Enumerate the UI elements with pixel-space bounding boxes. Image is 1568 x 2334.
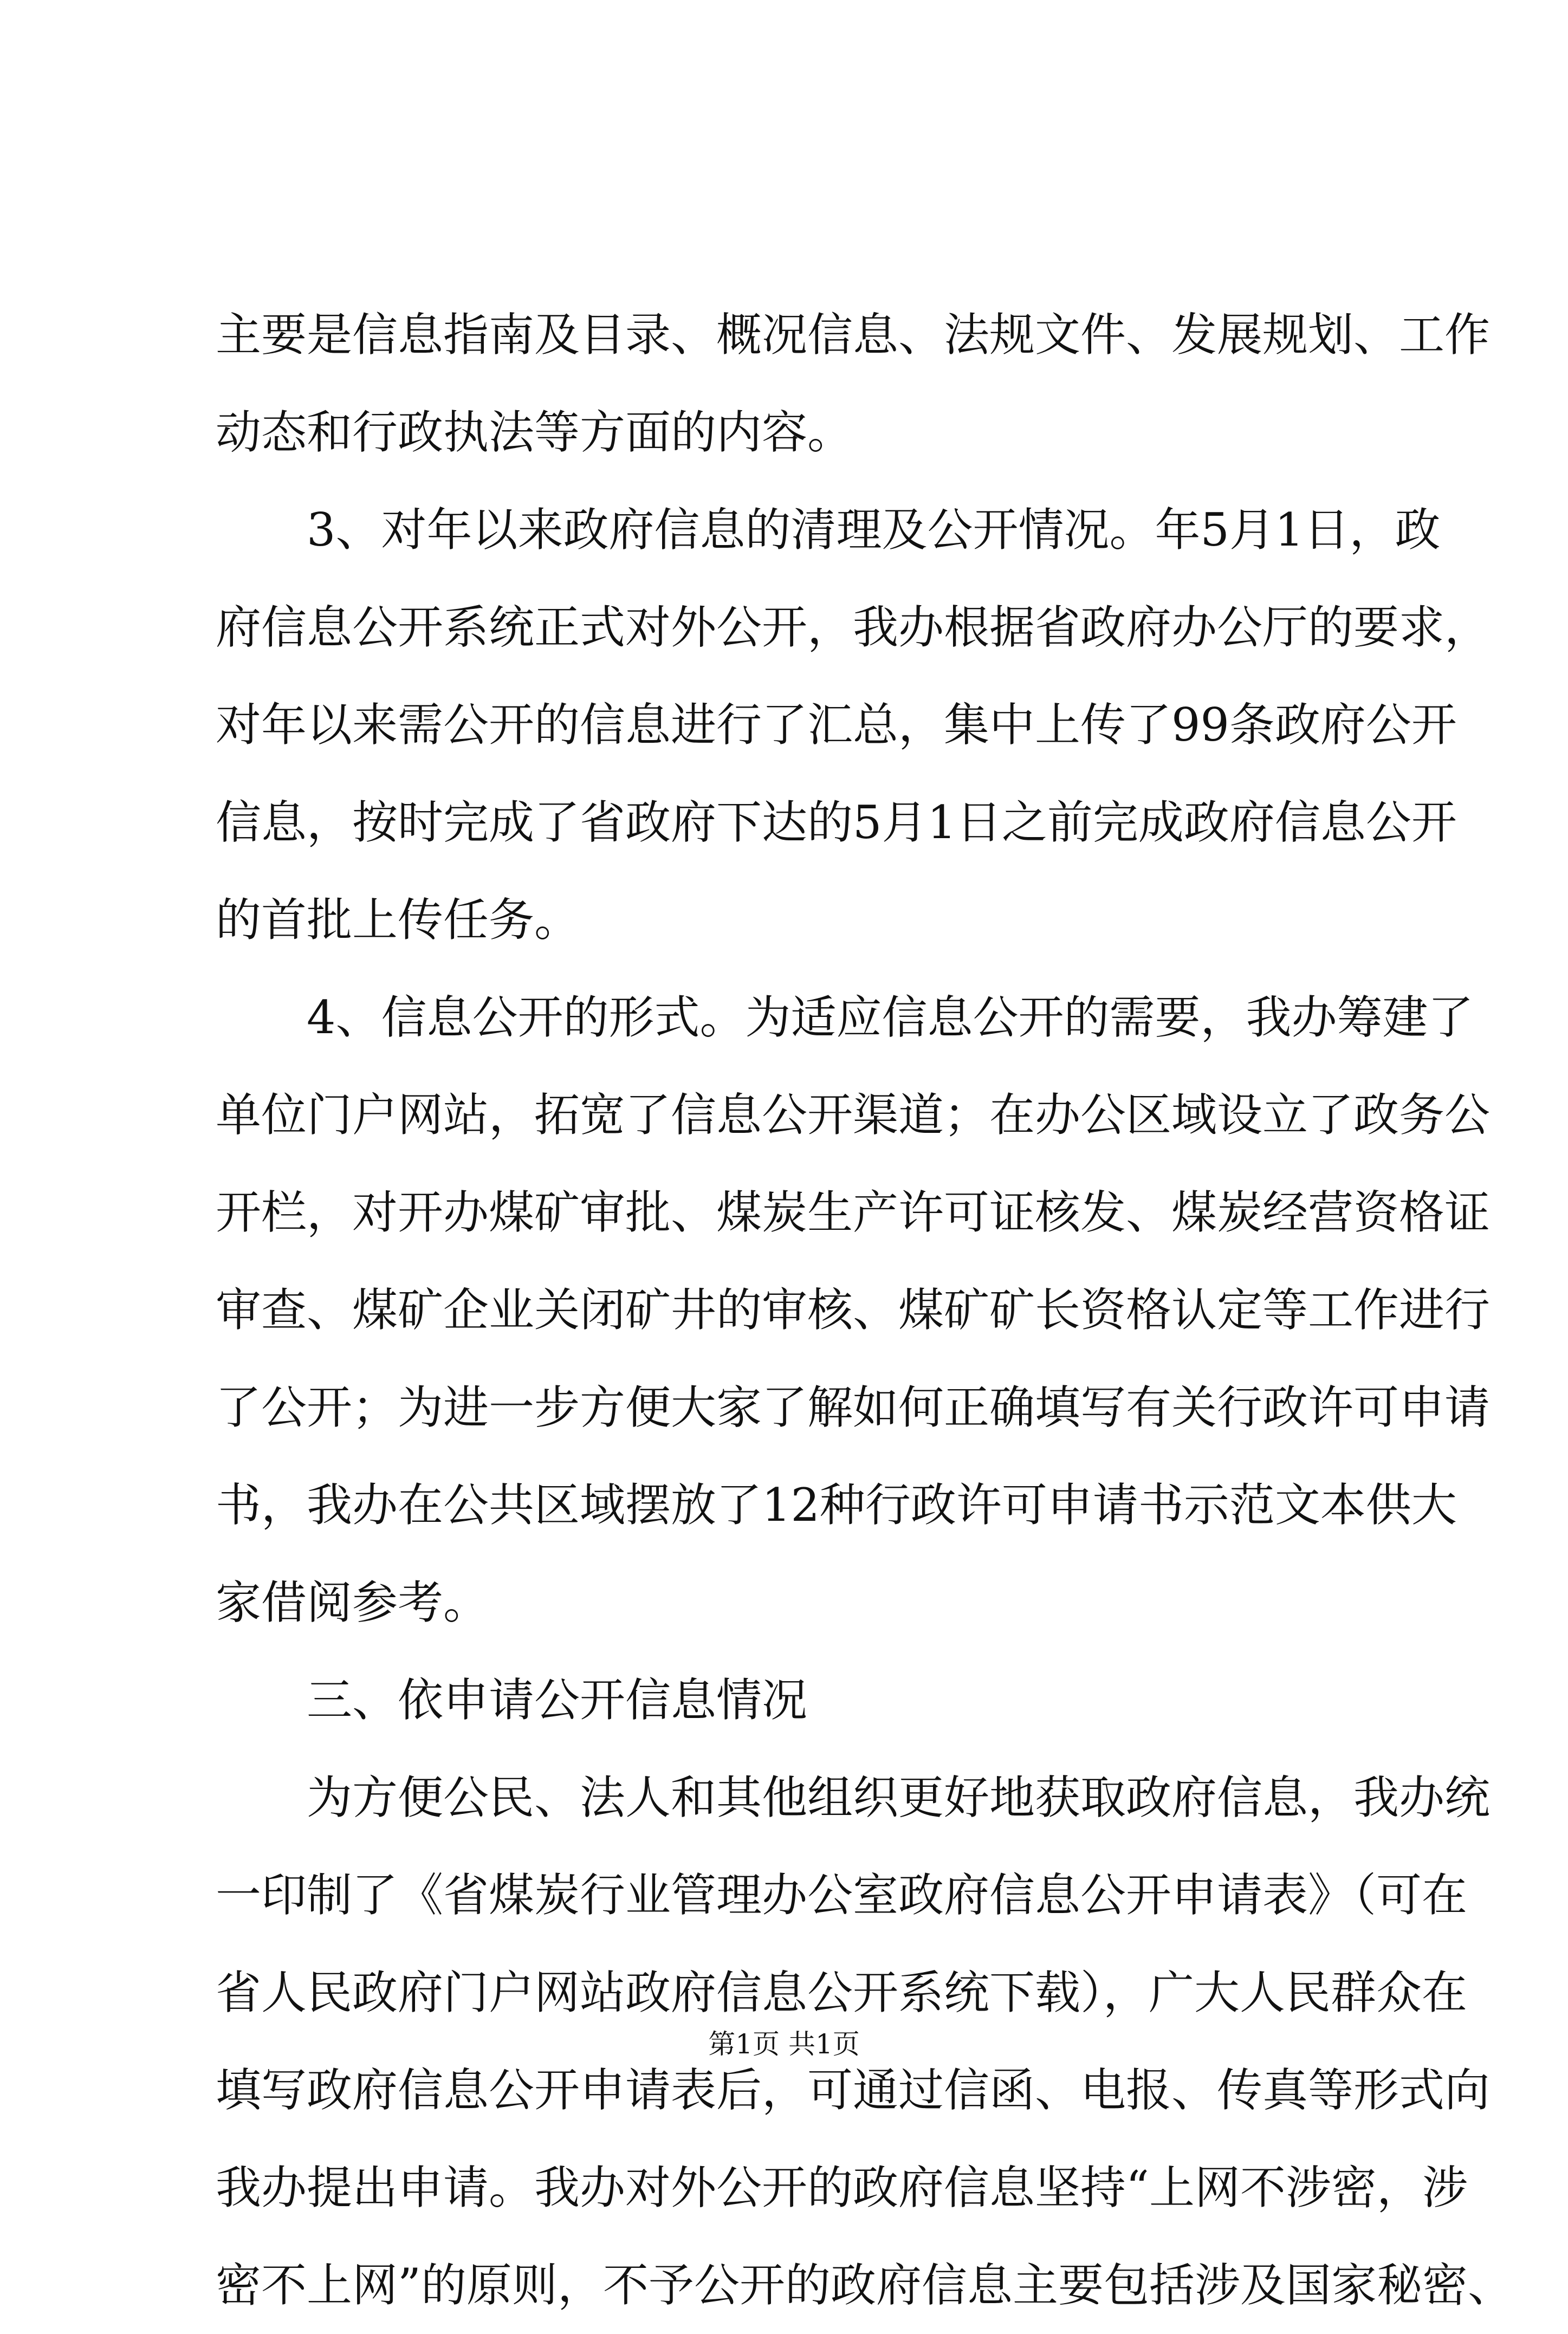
section-heading: 三、依申请公开信息情况 bbox=[307, 1674, 808, 1727]
text-line: 3、对年以来政府信息的清理及公开情况。年5月1日，政 bbox=[307, 503, 1441, 556]
text-line: 一印制了《省煤炭行业管理办公室政府信息公开申请表》（可在 bbox=[216, 1869, 1468, 1922]
text-line: 了公开；为进一步方便大家了解如何正确填写有关行政许可申请 bbox=[216, 1381, 1491, 1434]
text-line: 密不上网”的原则，不予公开的政府信息主要包括涉及国家秘密、 bbox=[216, 2259, 1513, 2312]
text-line: 主要是信息指南及目录、概况信息、法规文件、发展规划、工作 bbox=[216, 308, 1491, 361]
text-line: 单位门户网站，拓宽了信息公开渠道；在办公区域设立了政务公 bbox=[216, 1088, 1491, 1142]
text-line: 的首批上传任务。 bbox=[216, 893, 580, 946]
text-line: 动态和行政执法等方面的内容。 bbox=[216, 406, 853, 459]
text-line: 对年以来需公开的信息进行了汇总，集中上传了99条政府公开 bbox=[216, 698, 1457, 751]
text-line: 书，我办在公共区域摆放了12种行政许可申请书示范文本供大 bbox=[216, 1479, 1457, 1532]
text-line: 4、信息公开的形式。为适应信息公开的需要，我办筹建了 bbox=[307, 991, 1474, 1044]
text-line: 家借阅参考。 bbox=[216, 1576, 489, 1629]
text-line: 府信息公开系统正式对外公开，我办根据省政府办公厅的要求， bbox=[216, 601, 1491, 654]
text-line: 省人民政府门户网站政府信息公开系统下载），广大人民群众在 bbox=[216, 1966, 1468, 2019]
text-line: 信息，按时完成了省政府下达的5月1日之前完成政府信息公开 bbox=[216, 796, 1457, 849]
text-line: 开栏，对开办煤矿审批、煤炭生产许可证核发、煤炭经营资格证 bbox=[216, 1186, 1491, 1239]
text-line: 填写政府信息公开申请表后，可通过信函、电报、传真等形式向 bbox=[216, 2064, 1491, 2117]
text-line: 为方便公民、法人和其他组织更好地获取政府信息，我办统 bbox=[307, 1771, 1491, 1824]
text-line: 我办提出申请。我办对外公开的政府信息坚持“上网不涉密，涉 bbox=[216, 2161, 1468, 2214]
page-footer: 第1页 共1页 bbox=[708, 2028, 860, 2060]
text-line: 审查、煤矿企业关闭矿井的审核、煤矿矿长资格认定等工作进行 bbox=[216, 1283, 1491, 1337]
